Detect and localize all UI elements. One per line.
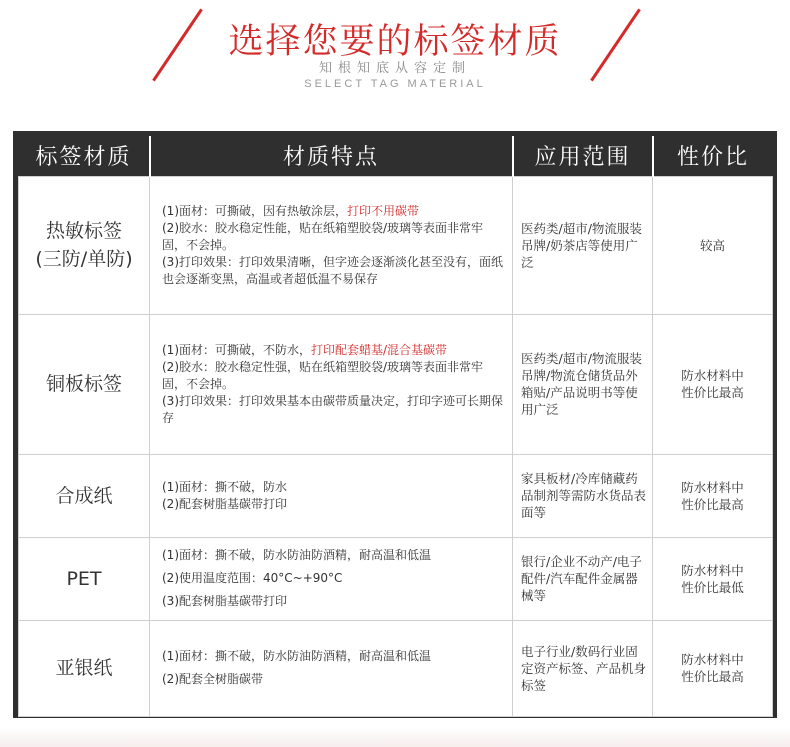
ratio-cell: 防水材料中 性价比最高 — [653, 314, 773, 454]
feature-item: (3)配套树脂基碳带打印 — [162, 594, 287, 608]
application-cell: 家具板材/冷库储藏药品制剂等需防水货品表面等 — [513, 454, 653, 537]
feature-item: (1)面材：撕不破，防水防油防酒精，耐高温和低温 — [162, 649, 431, 663]
page-title: 选择您要的标签材质 — [228, 22, 562, 62]
application-cell: 医药类/超市/物流服装吊牌/物流仓储货品外箱贴/产品说明书等使用广泛 — [513, 314, 653, 454]
header-cost-performance: 性价比 — [653, 136, 773, 176]
header-material: 标签材质 — [19, 136, 150, 176]
material-name-cell — [19, 314, 150, 454]
feature-item: (2)配套全树脂碳带 — [162, 672, 263, 686]
features-cell — [150, 176, 513, 314]
features-cell — [150, 537, 513, 620]
feature-item: (3)打印效果：打印效果基本由碳带质量决定，打印字迹可长期保存 — [162, 393, 504, 425]
table-header-row — [19, 136, 773, 176]
material-name-cell — [19, 176, 150, 314]
header-application: 应用范围 — [513, 136, 653, 176]
header-features: 材质特点 — [150, 136, 513, 176]
application-cell: 银行/企业不动产/电子配件/汽车配件金属器械等 — [513, 537, 653, 620]
feature-item: (2)使用温度范围：40°C~+90°C — [162, 571, 343, 585]
ratio-cell: 防水材料中 性价比最高 — [653, 620, 773, 716]
feature-item: (1)面材：可撕破，因有热敏涂层，打印不用碳带 — [162, 203, 420, 218]
table-row — [19, 176, 773, 314]
feature-item: (2)胶水：胶水稳定性强，贴在纸箱塑胶袋/玻璃等表面非常牢固，不会掉。 — [162, 359, 484, 391]
material-name-cell — [19, 454, 150, 537]
application-cell: 医药类/超市/物流服装吊牌/奶茶店等使用广泛 — [513, 176, 653, 314]
table-row — [19, 314, 773, 454]
features-cell — [150, 454, 513, 537]
material-variant: (三防/单防) — [35, 248, 133, 270]
material-name: 铜板标签 — [45, 373, 122, 395]
material-name: 合成纸 — [55, 484, 113, 507]
feature-item: (2)胶水：胶水稳定性能，贴在纸箱塑胶袋/玻璃等表面非常牢固，不会掉。 — [162, 220, 484, 252]
material-table-frame — [13, 131, 777, 718]
material-name-cell — [19, 537, 150, 620]
material-name: 热敏标签 — [45, 220, 122, 242]
bottom-gradient — [0, 727, 790, 747]
ratio-cell: 防水材料中 性价比最低 — [653, 537, 773, 620]
feature-item: (1)面材：可撕破，不防水，打印配套蜡基/混合基碳带 — [162, 342, 448, 357]
material-name-cell — [19, 620, 150, 716]
material-table — [18, 136, 773, 717]
features-cell — [150, 314, 513, 454]
ratio-cell: 防水材料中 性价比最高 — [653, 454, 773, 537]
feature-item: (3)打印效果：打印效果清晰，但字迹会逐渐淡化甚至没有，面纸也会逐渐变黑，高温或者超低温不易保存 — [162, 254, 504, 286]
highlight-text: 打印不用碳带 — [347, 203, 420, 218]
material-name: 亚银纸 — [55, 657, 113, 679]
feature-item: (1)面材：撕不破，防水防油防酒精，耐高温和低温 — [162, 548, 431, 562]
material-name: PET — [66, 567, 102, 590]
table-row — [19, 454, 773, 537]
application-cell: 电子行业/数码行业固定资产标签、产品机身标签 — [513, 620, 653, 716]
highlight-text: 打印配套蜡基/混合基碳带 — [311, 342, 448, 357]
features-cell — [150, 620, 513, 716]
table-row — [19, 620, 773, 716]
ratio-cell: 较高 — [653, 176, 773, 314]
table-row — [19, 537, 773, 620]
page-subtitle: 知根知底从容定制 — [318, 61, 471, 76]
page-header — [0, 0, 790, 100]
feature-item: (2)配套树脂基碳带打印 — [162, 496, 287, 511]
feature-item: (1)面材：撕不破，防水 — [162, 479, 287, 494]
english-subtitle: SELECT TAG MATERIAL — [304, 78, 486, 90]
